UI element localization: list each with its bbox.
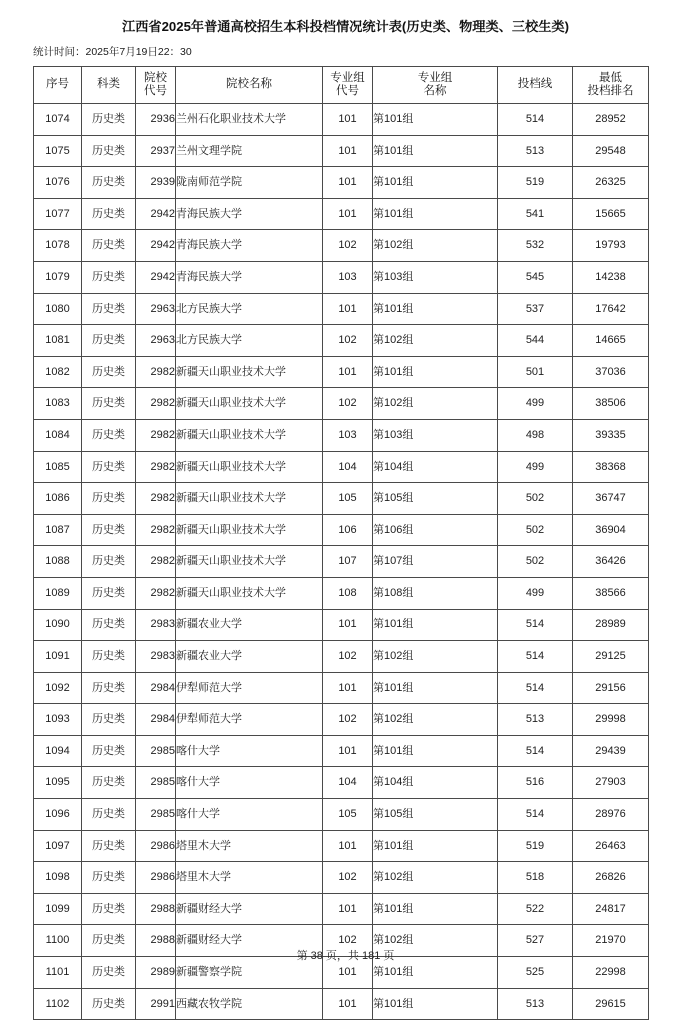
cell-seq: 1093 — [34, 704, 82, 736]
cell-school-name: 新疆天山职业技术大学 — [176, 451, 323, 483]
cell-group-code: 108 — [323, 577, 373, 609]
cell-seq: 1091 — [34, 641, 82, 673]
cell-school-code: 2986 — [136, 862, 176, 894]
cell-group-name: 第102组 — [373, 325, 498, 357]
table-row — [34, 514, 649, 546]
cell-school-name: 青海民族大学 — [176, 261, 323, 293]
cell-seq: 1089 — [34, 577, 82, 609]
cell-group-code: 101 — [323, 893, 373, 925]
cell-group-code: 101 — [323, 609, 373, 641]
cell-min-rank: 28952 — [573, 104, 649, 136]
cell-category: 历史类 — [82, 230, 136, 262]
column-header-school-name — [176, 67, 323, 104]
cell-score-line: 514 — [498, 641, 573, 673]
cell-score-line: 522 — [498, 893, 573, 925]
cell-min-rank: 29125 — [573, 641, 649, 673]
cell-category: 历史类 — [82, 988, 136, 1020]
cell-group-code: 107 — [323, 546, 373, 578]
cell-seq: 1098 — [34, 862, 82, 894]
cell-seq: 1080 — [34, 293, 82, 325]
cell-school-name: 青海民族大学 — [176, 198, 323, 230]
cell-school-name: 新疆农业大学 — [176, 641, 323, 673]
cell-score-line: 498 — [498, 419, 573, 451]
cell-school-name: 新疆天山职业技术大学 — [176, 483, 323, 515]
cell-group-code: 103 — [323, 261, 373, 293]
table-header-row — [34, 67, 649, 104]
cell-school-code: 2963 — [136, 325, 176, 357]
table-row — [34, 167, 649, 199]
cell-group-code: 102 — [323, 641, 373, 673]
cell-category: 历史类 — [82, 925, 136, 957]
cell-seq: 1079 — [34, 261, 82, 293]
cell-min-rank: 27903 — [573, 767, 649, 799]
cell-school-code: 2982 — [136, 451, 176, 483]
table-row — [34, 767, 649, 799]
table-row — [34, 609, 649, 641]
cell-school-name: 新疆天山职业技术大学 — [176, 546, 323, 578]
cell-min-rank: 26325 — [573, 167, 649, 199]
table-row — [34, 419, 649, 451]
cell-school-code: 2982 — [136, 356, 176, 388]
cell-group-name: 第104组 — [373, 451, 498, 483]
cell-school-name: 新疆天山职业技术大学 — [176, 514, 323, 546]
column-header-category — [82, 67, 136, 104]
cell-school-code: 2942 — [136, 230, 176, 262]
cell-score-line: 513 — [498, 988, 573, 1020]
cell-min-rank: 38368 — [573, 451, 649, 483]
cell-score-line: 502 — [498, 546, 573, 578]
table-row — [34, 388, 649, 420]
cell-category: 历史类 — [82, 609, 136, 641]
cell-min-rank: 29156 — [573, 672, 649, 704]
column-header-group-name-line1: 专业组 — [417, 71, 453, 84]
table-row — [34, 293, 649, 325]
cell-seq: 1102 — [34, 988, 82, 1020]
cell-school-code: 2982 — [136, 483, 176, 515]
table-row — [34, 356, 649, 388]
cell-score-line: 514 — [498, 799, 573, 831]
column-header-seq — [34, 67, 82, 104]
cell-category: 历史类 — [82, 167, 136, 199]
cell-score-line: 501 — [498, 356, 573, 388]
cell-min-rank: 17642 — [573, 293, 649, 325]
cell-category: 历史类 — [82, 419, 136, 451]
cell-category: 历史类 — [82, 356, 136, 388]
cell-group-code: 102 — [323, 230, 373, 262]
cell-seq: 1099 — [34, 893, 82, 925]
cell-min-rank: 14238 — [573, 261, 649, 293]
cell-group-code: 102 — [323, 388, 373, 420]
cell-school-name: 兰州文理学院 — [176, 135, 323, 167]
cell-score-line: 513 — [498, 704, 573, 736]
cell-school-code: 2983 — [136, 609, 176, 641]
cell-school-name: 新疆财经大学 — [176, 925, 323, 957]
cell-group-code: 102 — [323, 325, 373, 357]
table-row — [34, 577, 649, 609]
column-header-school-code-line2: 代号 — [144, 85, 167, 97]
cell-category: 历史类 — [82, 862, 136, 894]
cell-seq: 1101 — [34, 957, 82, 989]
cell-school-code: 2991 — [136, 988, 176, 1020]
cell-min-rank: 22998 — [573, 957, 649, 989]
column-header-school-code-line1: 院校 — [144, 71, 167, 84]
cell-min-rank: 28989 — [573, 609, 649, 641]
table-row — [34, 261, 649, 293]
column-header-school-name-label: 院校名称 — [226, 78, 272, 91]
cell-group-name: 第106组 — [373, 514, 498, 546]
cell-group-name: 第102组 — [373, 388, 498, 420]
cell-min-rank: 28976 — [573, 799, 649, 831]
cell-group-code: 101 — [323, 293, 373, 325]
cell-school-code: 2982 — [136, 577, 176, 609]
table-header — [34, 67, 649, 104]
column-header-min-rank — [573, 67, 649, 104]
cell-seq: 1096 — [34, 799, 82, 831]
cell-school-name: 北方民族大学 — [176, 293, 323, 325]
cell-seq: 1077 — [34, 198, 82, 230]
cell-school-code: 2986 — [136, 830, 176, 862]
cell-min-rank: 36426 — [573, 546, 649, 578]
cell-seq: 1094 — [34, 735, 82, 767]
cell-category: 历史类 — [82, 830, 136, 862]
cell-school-name: 塔里木大学 — [176, 862, 323, 894]
cell-group-name: 第107组 — [373, 546, 498, 578]
cell-category: 历史类 — [82, 546, 136, 578]
cell-seq: 1075 — [34, 135, 82, 167]
cell-score-line: 514 — [498, 104, 573, 136]
cell-group-name: 第103组 — [373, 419, 498, 451]
cell-category: 历史类 — [82, 799, 136, 831]
cell-category: 历史类 — [82, 514, 136, 546]
column-header-min-rank-line2: 投档排名 — [587, 85, 634, 97]
cell-category: 历史类 — [82, 451, 136, 483]
page-title: 江西省2025年普通高校招生本科投档情况统计表(历史类、物理类、三校生类) — [122, 19, 569, 34]
cell-group-code: 103 — [323, 419, 373, 451]
cell-score-line: 514 — [498, 609, 573, 641]
cell-group-name: 第101组 — [373, 104, 498, 136]
cell-school-code: 2982 — [136, 388, 176, 420]
cell-group-name: 第101组 — [373, 609, 498, 641]
cell-school-name: 新疆天山职业技术大学 — [176, 419, 323, 451]
cell-school-code: 2982 — [136, 419, 176, 451]
cell-seq: 1076 — [34, 167, 82, 199]
cell-score-line: 499 — [498, 451, 573, 483]
cell-group-code: 101 — [323, 167, 373, 199]
cell-min-rank: 29439 — [573, 735, 649, 767]
cell-seq: 1078 — [34, 230, 82, 262]
cell-category: 历史类 — [82, 641, 136, 673]
cell-group-name: 第101组 — [373, 830, 498, 862]
column-header-score-line-label: 投档线 — [517, 78, 553, 91]
cell-school-code: 2937 — [136, 135, 176, 167]
cell-school-name: 伊犁师范大学 — [176, 672, 323, 704]
cell-score-line: 518 — [498, 862, 573, 894]
cell-group-code: 106 — [323, 514, 373, 546]
cell-seq: 1085 — [34, 451, 82, 483]
cell-school-code: 2942 — [136, 198, 176, 230]
table-row — [34, 230, 649, 262]
cell-group-name: 第101组 — [373, 293, 498, 325]
column-header-group-code-line1: 专业组 — [330, 71, 365, 84]
cell-category: 历史类 — [82, 135, 136, 167]
cell-category: 历史类 — [82, 261, 136, 293]
cell-score-line: 499 — [498, 577, 573, 609]
table-row — [34, 735, 649, 767]
column-header-seq-label: 序号 — [46, 78, 69, 91]
cell-score-line: 532 — [498, 230, 573, 262]
cell-school-name: 兰州石化职业技术大学 — [176, 104, 323, 136]
table-row — [34, 546, 649, 578]
cell-group-code: 101 — [323, 135, 373, 167]
cell-school-name: 北方民族大学 — [176, 325, 323, 357]
cell-seq: 1092 — [34, 672, 82, 704]
cell-group-name: 第103组 — [373, 261, 498, 293]
cell-seq: 1100 — [34, 925, 82, 957]
cell-school-code: 2936 — [136, 104, 176, 136]
cell-group-code: 105 — [323, 799, 373, 831]
table-row — [34, 641, 649, 673]
cell-school-name: 新疆警察学院 — [176, 957, 323, 989]
cell-school-name: 新疆天山职业技术大学 — [176, 577, 323, 609]
cell-min-rank: 29548 — [573, 135, 649, 167]
cell-group-name: 第104组 — [373, 767, 498, 799]
cell-group-name: 第101组 — [373, 988, 498, 1020]
table-row — [34, 483, 649, 515]
cell-score-line: 545 — [498, 261, 573, 293]
cell-group-code: 102 — [323, 925, 373, 957]
cell-school-code: 2963 — [136, 293, 176, 325]
cell-school-code: 2984 — [136, 672, 176, 704]
cell-school-name: 新疆天山职业技术大学 — [176, 388, 323, 420]
cell-score-line: 513 — [498, 135, 573, 167]
cell-group-name: 第101组 — [373, 957, 498, 989]
cell-group-name: 第102组 — [373, 925, 498, 957]
column-header-min-rank-line1: 最低 — [599, 71, 622, 84]
cell-seq: 1074 — [34, 104, 82, 136]
cell-school-code: 2984 — [136, 704, 176, 736]
cell-school-name: 喀什大学 — [176, 735, 323, 767]
table-row — [34, 893, 649, 925]
cell-school-code: 2939 — [136, 167, 176, 199]
cell-school-name: 新疆天山职业技术大学 — [176, 356, 323, 388]
cell-school-name: 喀什大学 — [176, 799, 323, 831]
cell-group-name: 第101组 — [373, 135, 498, 167]
statistics-time-label: 统计时间：2025年7月19日22：30 — [33, 46, 192, 58]
table-row — [34, 830, 649, 862]
cell-category: 历史类 — [82, 672, 136, 704]
cell-score-line: 502 — [498, 483, 573, 515]
cell-group-name: 第105组 — [373, 799, 498, 831]
cell-min-rank: 26463 — [573, 830, 649, 862]
cell-group-code: 101 — [323, 957, 373, 989]
cell-group-name: 第102组 — [373, 862, 498, 894]
table-body — [34, 104, 649, 1020]
cell-seq: 1083 — [34, 388, 82, 420]
cell-seq: 1081 — [34, 325, 82, 357]
cell-school-name: 伊犁师范大学 — [176, 704, 323, 736]
cell-category: 历史类 — [82, 577, 136, 609]
cell-category: 历史类 — [82, 325, 136, 357]
cell-category: 历史类 — [82, 704, 136, 736]
cell-school-name: 新疆农业大学 — [176, 609, 323, 641]
cell-school-code: 2942 — [136, 261, 176, 293]
cell-score-line: 499 — [498, 388, 573, 420]
cell-group-code: 101 — [323, 988, 373, 1020]
cell-group-name: 第102组 — [373, 641, 498, 673]
column-header-group-code — [323, 67, 373, 104]
cell-school-code: 2988 — [136, 893, 176, 925]
column-header-score-line — [498, 67, 573, 104]
cell-group-code: 101 — [323, 104, 373, 136]
cell-category: 历史类 — [82, 198, 136, 230]
cell-category: 历史类 — [82, 104, 136, 136]
cell-seq: 1088 — [34, 546, 82, 578]
cell-group-name: 第102组 — [373, 704, 498, 736]
cell-min-rank: 37036 — [573, 356, 649, 388]
cell-group-code: 101 — [323, 735, 373, 767]
cell-school-name: 西藏农牧学院 — [176, 988, 323, 1020]
cell-category: 历史类 — [82, 293, 136, 325]
table-row — [34, 988, 649, 1020]
cell-group-code: 105 — [323, 483, 373, 515]
cell-seq: 1082 — [34, 356, 82, 388]
cell-group-code: 102 — [323, 704, 373, 736]
table-row — [34, 325, 649, 357]
cell-score-line: 519 — [498, 830, 573, 862]
cell-group-code: 104 — [323, 451, 373, 483]
cell-school-name: 塔里木大学 — [176, 830, 323, 862]
cell-seq: 1097 — [34, 830, 82, 862]
cell-group-code: 101 — [323, 830, 373, 862]
cell-group-name: 第101组 — [373, 167, 498, 199]
cell-group-name: 第108组 — [373, 577, 498, 609]
cell-group-name: 第101组 — [373, 893, 498, 925]
cell-school-code: 2982 — [136, 514, 176, 546]
cell-min-rank: 36747 — [573, 483, 649, 515]
cell-score-line: 544 — [498, 325, 573, 357]
cell-category: 历史类 — [82, 735, 136, 767]
cell-category: 历史类 — [82, 893, 136, 925]
cell-score-line: 502 — [498, 514, 573, 546]
table-row — [34, 135, 649, 167]
cell-min-rank: 38566 — [573, 577, 649, 609]
table-row — [34, 799, 649, 831]
cell-school-code: 2988 — [136, 925, 176, 957]
column-header-group-code-line2: 代号 — [336, 85, 359, 97]
cell-category: 历史类 — [82, 483, 136, 515]
cell-min-rank: 39335 — [573, 419, 649, 451]
cell-min-rank: 24817 — [573, 893, 649, 925]
cell-school-code: 2985 — [136, 799, 176, 831]
cell-school-code: 2985 — [136, 767, 176, 799]
cell-school-code: 2989 — [136, 957, 176, 989]
cell-seq: 1090 — [34, 609, 82, 641]
cell-score-line: 537 — [498, 293, 573, 325]
cell-group-code: 104 — [323, 767, 373, 799]
cell-min-rank: 19793 — [573, 230, 649, 262]
cell-group-name: 第101组 — [373, 356, 498, 388]
cell-score-line: 516 — [498, 767, 573, 799]
cell-group-name: 第101组 — [373, 672, 498, 704]
cell-seq: 1086 — [34, 483, 82, 515]
table-row — [34, 862, 649, 894]
cell-school-name: 陇南师范学院 — [176, 167, 323, 199]
cell-school-name: 青海民族大学 — [176, 230, 323, 262]
cell-school-code: 2985 — [136, 735, 176, 767]
cell-group-code: 101 — [323, 672, 373, 704]
column-header-school-code — [136, 67, 176, 104]
cell-group-name: 第101组 — [373, 198, 498, 230]
cell-min-rank: 29998 — [573, 704, 649, 736]
cell-group-code: 101 — [323, 356, 373, 388]
cell-category: 历史类 — [82, 388, 136, 420]
cell-category: 历史类 — [82, 957, 136, 989]
cell-min-rank: 15665 — [573, 198, 649, 230]
cell-category: 历史类 — [82, 767, 136, 799]
cell-seq: 1084 — [34, 419, 82, 451]
cell-min-rank: 26826 — [573, 862, 649, 894]
cell-score-line: 514 — [498, 672, 573, 704]
cell-group-name: 第101组 — [373, 735, 498, 767]
cell-min-rank: 21970 — [573, 925, 649, 957]
cell-school-name: 喀什大学 — [176, 767, 323, 799]
table-row — [34, 704, 649, 736]
page-footer: 第 38 页，共 181 页 — [296, 950, 395, 962]
cell-group-code: 102 — [323, 862, 373, 894]
cell-score-line: 541 — [498, 198, 573, 230]
table-row — [34, 672, 649, 704]
cell-min-rank: 36904 — [573, 514, 649, 546]
cell-group-code: 101 — [323, 198, 373, 230]
cell-group-name: 第105组 — [373, 483, 498, 515]
table-row — [34, 451, 649, 483]
column-header-category-label: 科类 — [97, 78, 120, 91]
admission-statistics-table — [33, 66, 649, 1020]
cell-group-name: 第102组 — [373, 230, 498, 262]
cell-score-line: 519 — [498, 167, 573, 199]
cell-school-code: 2983 — [136, 641, 176, 673]
table-row — [34, 198, 649, 230]
cell-school-name: 新疆财经大学 — [176, 893, 323, 925]
column-header-group-name-line2: 名称 — [423, 85, 447, 97]
cell-seq: 1087 — [34, 514, 82, 546]
cell-min-rank: 38506 — [573, 388, 649, 420]
cell-score-line: 525 — [498, 957, 573, 989]
cell-min-rank: 14665 — [573, 325, 649, 357]
cell-score-line: 527 — [498, 925, 573, 957]
cell-seq: 1095 — [34, 767, 82, 799]
cell-school-code: 2982 — [136, 546, 176, 578]
cell-min-rank: 29615 — [573, 988, 649, 1020]
cell-score-line: 514 — [498, 735, 573, 767]
table-row — [34, 104, 649, 136]
column-header-group-name — [373, 67, 498, 104]
